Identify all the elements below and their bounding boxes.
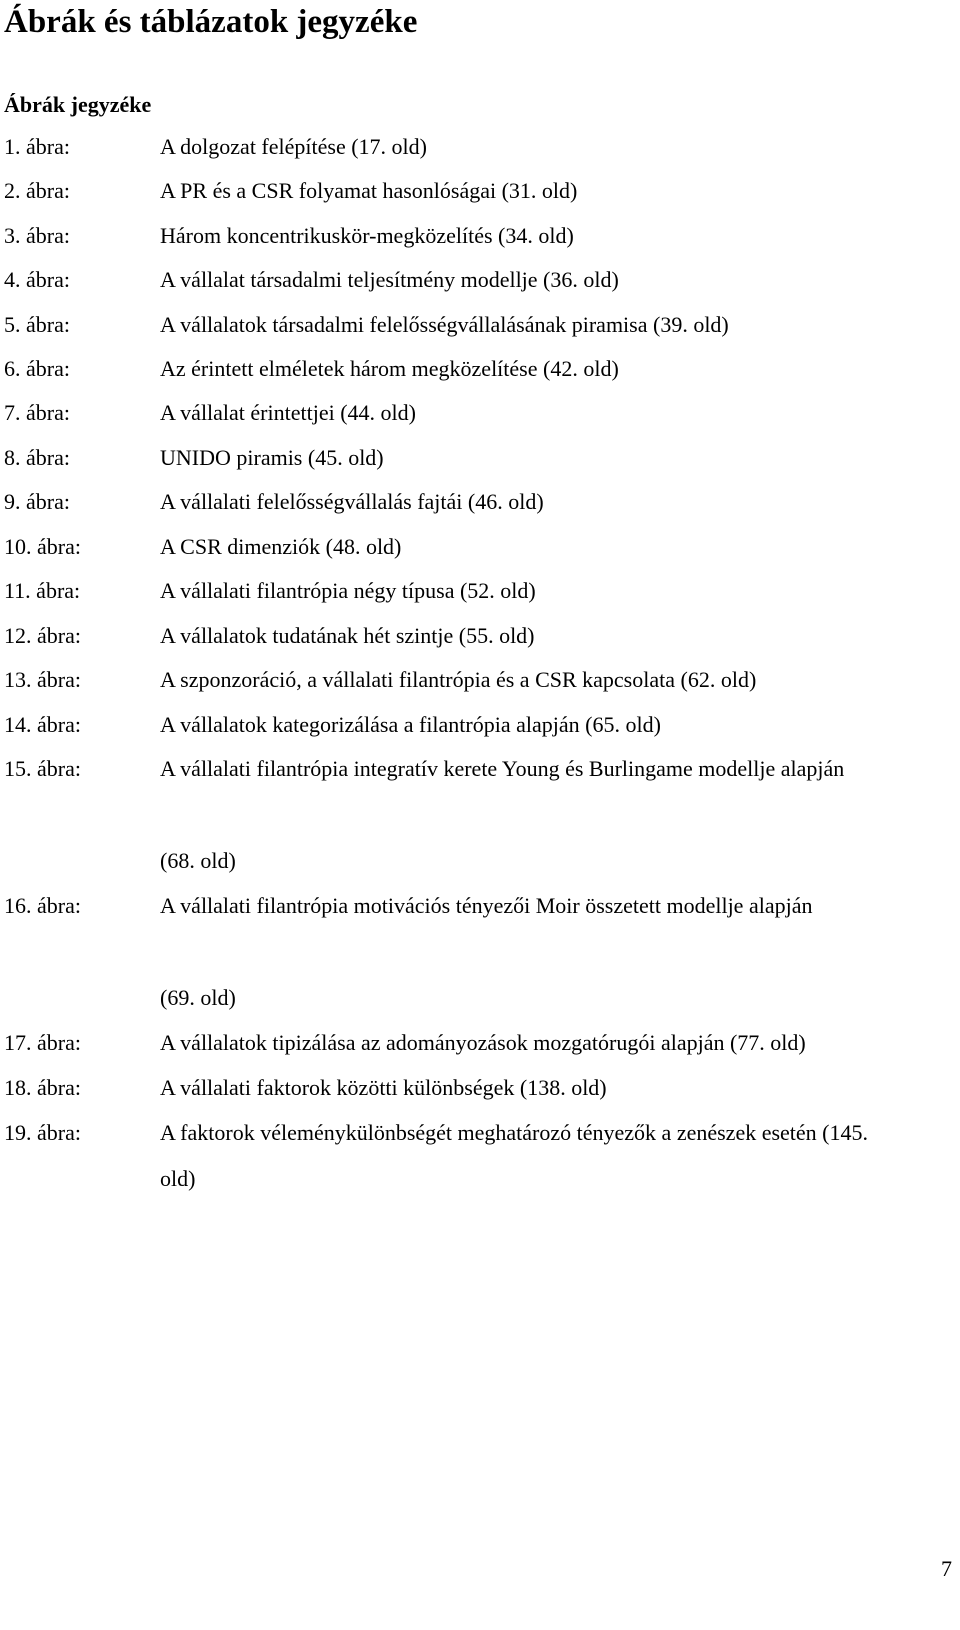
figure-title: A szponzoráció, a vállalati filantrópia és a CSR kapcsolata (62. old) bbox=[160, 667, 757, 692]
figure-label: 7. ábra: bbox=[4, 400, 70, 425]
figure-title: A vállalati faktorok közötti különbségek (138. old) bbox=[160, 1075, 607, 1100]
figure-label: 10. ábra: bbox=[4, 534, 81, 559]
figure-label: 18. ábra: bbox=[4, 1075, 81, 1100]
figure-label: 13. ábra: bbox=[4, 667, 81, 692]
figure-title: A vállalati filantrópia négy típusa (52. old) bbox=[160, 578, 536, 603]
figure-title: A vállalat társadalmi teljesítmény modellje (36. old) bbox=[160, 267, 619, 292]
page-number: 7 bbox=[941, 1556, 952, 1581]
figure-title: A vállalati felelősségvállalás fajtái (46. old) bbox=[160, 489, 544, 514]
page-title: Ábrák és táblázatok jegyzéke bbox=[4, 4, 418, 40]
figure-title: A vállalatok kategorizálása a filantrópia alapján (65. old) bbox=[160, 712, 661, 737]
figure-label: 9. ábra: bbox=[4, 489, 70, 514]
figure-label: 11. ábra: bbox=[4, 578, 81, 603]
figure-title: A vállalatok tipizálása az adományozások mozgatórugói alapján (77. old) bbox=[160, 1030, 806, 1055]
figure-label: 12. ábra: bbox=[4, 623, 81, 648]
figure-title: A vállalat érintettjei (44. old) bbox=[160, 400, 416, 425]
figure-label: 14. ábra: bbox=[4, 712, 81, 737]
figure-label: 4. ábra: bbox=[4, 267, 70, 292]
figure-title: A vállalatok tudatának hét szintje (55. old) bbox=[160, 623, 535, 648]
figure-title: Három koncentrikuskör-megközelítés (34. old) bbox=[160, 223, 574, 248]
figure-pages: (69. old) bbox=[160, 985, 236, 1010]
figure-label: 15. ábra: bbox=[4, 756, 81, 781]
figure-label: 5. ábra: bbox=[4, 312, 70, 337]
figure-title: A PR és a CSR folyamat hasonlóságai (31. old) bbox=[160, 178, 578, 203]
figure-title: A CSR dimenziók (48. old) bbox=[160, 534, 402, 559]
figure-title: A dolgozat felépítése (17. old) bbox=[160, 134, 427, 159]
figure-title: UNIDO piramis (45. old) bbox=[160, 445, 384, 470]
figure-title: A vállalati filantrópia integratív kerete Young és Burlingame modellje alapján bbox=[160, 756, 845, 781]
figure-pages: (68. old) bbox=[160, 848, 236, 873]
figure-label: 2. ábra: bbox=[4, 178, 70, 203]
figure-title: Az érintett elméletek három megközelítése (42. old) bbox=[160, 356, 619, 381]
section-heading-figures: Ábrák jegyzéke bbox=[4, 92, 152, 117]
figure-label: 3. ábra: bbox=[4, 223, 70, 248]
figure-title: A vállalatok társadalmi felelősségvállalásának piramisa (39. old) bbox=[160, 312, 729, 337]
figure-label: 17. ábra: bbox=[4, 1030, 81, 1055]
figure-label: 16. ábra: bbox=[4, 893, 81, 918]
figure-title: A faktorok véleménykülönbségét meghatározó tényezők a zenészek esetén (145. old) bbox=[160, 1120, 868, 1191]
figure-label: 1. ábra: bbox=[4, 134, 70, 159]
figure-title: A vállalati filantrópia motivációs tényezői Moir összetett modellje alapján bbox=[160, 893, 813, 918]
figure-label: 6. ábra: bbox=[4, 356, 70, 381]
figure-label: 19. ábra: bbox=[4, 1120, 81, 1145]
figure-label: 8. ábra: bbox=[4, 445, 70, 470]
